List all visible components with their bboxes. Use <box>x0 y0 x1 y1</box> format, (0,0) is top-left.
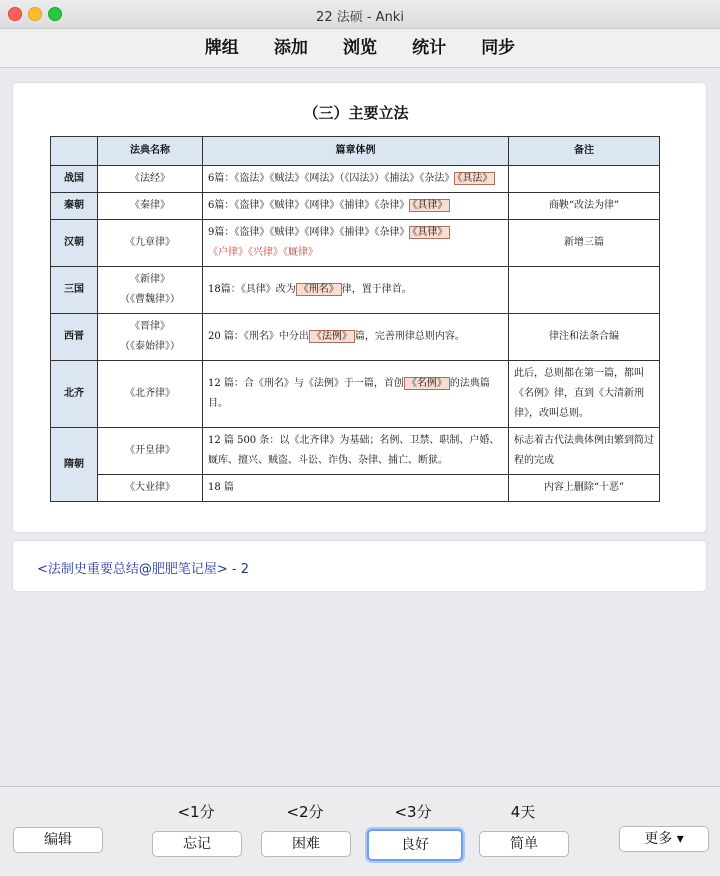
note-cell: 内容上删除“十恶” <box>509 475 660 502</box>
code-name-cell <box>98 314 203 361</box>
code-alt-name: （《泰始律》） <box>120 341 180 352</box>
toolbar-decks[interactable]: 牌组 <box>204 38 239 58</box>
structure-text: 12 篇：合《刑名》与《法例》于一篇，首创 <box>208 378 404 389</box>
easy-button[interactable]: 简单 <box>479 831 569 857</box>
toolbar-sync[interactable]: 同步 <box>481 38 516 58</box>
header-name: 法典名称 <box>98 137 203 166</box>
good-button[interactable]: 良好 <box>367 829 463 861</box>
code-name-cell: 《九章律》 <box>98 220 203 267</box>
highlight-mark: 《刑名》 <box>296 283 342 296</box>
answer-bar <box>0 786 720 876</box>
card-image <box>36 99 676 509</box>
code-name-cell: 《大业律》 <box>98 475 203 502</box>
table-row <box>51 267 660 314</box>
table-row <box>51 166 660 193</box>
code-name: 《新律》 <box>130 274 170 285</box>
structure-cell: 18 篇 <box>203 475 509 502</box>
structure-text: 18篇：《具律》改为 <box>208 284 296 295</box>
code-name-cell: 《开皇律》 <box>98 428 203 475</box>
header-era-cell <box>51 137 98 166</box>
table-row <box>51 314 660 361</box>
code-name-cell: 《秦律》 <box>98 193 203 220</box>
interval-easy: 4天 <box>510 803 536 821</box>
structure-text: 9篇：《盗律》《贼律》《网律》《捕律》《杂律》 <box>208 227 410 238</box>
hard-button[interactable]: 困难 <box>261 831 351 857</box>
structure-text-tail: 律，置于律首。 <box>341 284 412 295</box>
edit-button[interactable]: 编辑 <box>13 827 103 853</box>
table-row <box>51 475 660 502</box>
structure-text-tail: 的法典篇目。 <box>208 378 490 409</box>
title-bar <box>0 0 720 29</box>
new-chapters-text: 《户律》《兴律》《厩律》 <box>208 247 318 258</box>
structure-cell <box>203 361 509 428</box>
note-cell: 商鞅“改法为律” <box>509 193 660 220</box>
era-cell: 北齐 <box>51 361 98 428</box>
highlight-mark: 《法例》 <box>309 330 355 343</box>
table-row <box>51 220 660 267</box>
toolbar-browse[interactable]: 浏览 <box>343 38 377 58</box>
interval-hard: <2分 <box>286 803 324 821</box>
code-name-cell <box>98 267 203 314</box>
note-cell: 律注和法条合编 <box>509 314 660 361</box>
section-title: （三）主要立法 <box>303 104 409 122</box>
structure-cell: 12 篇 500 条：以《北齐律》为基础；名例、卫禁、职制、户婚、厩库、擅兴、贼盗、斗讼、诈伪、杂律、捕亡、断狱。 <box>203 428 509 475</box>
table-row <box>51 361 660 428</box>
highlight-mark: 《具律》 <box>409 199 450 212</box>
era-cell: 西晋 <box>51 314 98 361</box>
main-toolbar <box>0 29 720 68</box>
note-cell <box>509 267 660 314</box>
table-row <box>51 428 660 475</box>
era-cell: 汉朝 <box>51 220 98 267</box>
structure-cell <box>203 166 509 193</box>
code-name-cell: 《法经》 <box>98 166 203 193</box>
structure-cell <box>203 267 509 314</box>
structure-cell <box>203 193 509 220</box>
table-row <box>51 193 660 220</box>
header-structure: 篇章体例 <box>203 137 509 166</box>
structure-text-tail: 篇，完善刑律总则内容。 <box>354 331 465 342</box>
structure-cell <box>203 314 509 361</box>
era-cell: 战国 <box>51 166 98 193</box>
structure-text: 6篇：《盗律》《贼律》《网律》《捕律》《杂律》 <box>208 200 410 211</box>
era-cell: 秦朝 <box>51 193 98 220</box>
header-note: 备注 <box>509 137 660 166</box>
more-button[interactable]: 更多 ▾ <box>619 826 709 852</box>
note-cell: 标志着古代法典体例由繁到简过程的完成 <box>509 428 660 475</box>
interval-good: <3分 <box>394 803 432 821</box>
code-alt-name: （《曹魏律》） <box>120 294 180 305</box>
structure-cell <box>203 220 509 267</box>
again-button[interactable]: 忘记 <box>152 831 242 857</box>
note-cell: 此后，总则都在第一篇，都叫《名例》律，直到《大清新刑律》，改叫总则。 <box>509 361 660 428</box>
code-name: 《晋律》 <box>130 321 170 332</box>
era-cell: 隋朝 <box>51 428 98 502</box>
structure-text: 6篇：《盗法》《贼法》《网法》（《囚法》）《捕法》《杂法》 <box>208 173 455 184</box>
interval-again: <1分 <box>177 803 215 821</box>
toolbar-add[interactable]: 添加 <box>273 38 308 58</box>
window-title: 22 法硕 - Anki <box>316 10 404 25</box>
toolbar-stats[interactable]: 统计 <box>412 38 447 58</box>
card-content <box>13 83 706 532</box>
table-header-row <box>51 137 660 166</box>
legislation-table <box>50 136 660 502</box>
card-tag-label: <法制史重要总结@肥肥笔记屋> - 2 <box>37 562 250 577</box>
note-cell: 新增三篇 <box>509 220 660 267</box>
highlight-mark: 《具法》 <box>454 172 495 185</box>
highlight-mark: 《具律》 <box>409 226 450 239</box>
code-name-cell: 《北齐律》 <box>98 361 203 428</box>
card-tag-bar <box>13 541 706 591</box>
structure-text: 20 篇：《刑名》中分出 <box>208 331 309 342</box>
note-cell <box>509 166 660 193</box>
era-cell: 三国 <box>51 267 98 314</box>
highlight-mark: 《名例》 <box>404 377 450 390</box>
